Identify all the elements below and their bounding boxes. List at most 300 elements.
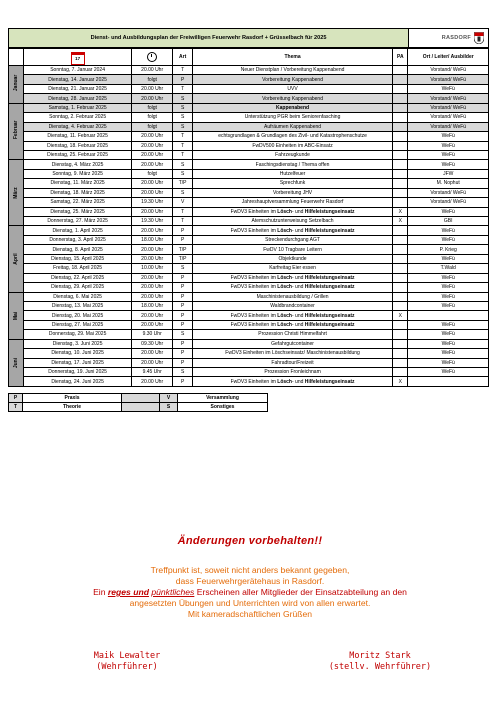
table-row [9, 113, 489, 122]
date-cell: Freitag, 18. April 2025 [24, 264, 132, 273]
legend-label: Praxis [23, 393, 122, 402]
thema-cell: FwDV3 Einheiten im Lösch- und Hilfeleistungseinsatz [192, 311, 392, 320]
art-header: Art [173, 49, 193, 66]
pa-cell: X [393, 377, 408, 386]
art-cell: T/P [173, 254, 193, 263]
date-cell: Samstag, 22. März 2025 [24, 198, 132, 207]
thema-cell: Prozession Fronleichnam [192, 368, 392, 377]
ort-cell: JFW [408, 169, 489, 178]
art-cell: P [173, 273, 193, 282]
thema-cell: Fahrzeugkunde [192, 150, 392, 159]
ort-cell: WeFü [408, 283, 489, 292]
pa-cell [393, 141, 408, 150]
art-cell: T/P [173, 179, 193, 188]
pa-cell [393, 103, 408, 112]
time-cell: 20.00 Uhr [131, 283, 172, 292]
signature-right [305, 651, 455, 673]
art-cell: P [173, 75, 193, 84]
table-row [9, 301, 489, 310]
date-cell: Dienstag, 22. April 2025 [24, 273, 132, 282]
table-row [9, 160, 489, 169]
month-name: Januar [13, 75, 20, 92]
art-cell: P [173, 301, 193, 310]
ort-cell: Vorstand/ WeFü [408, 188, 489, 197]
art-cell: P [173, 358, 193, 367]
ort-cell: WeFü [408, 339, 489, 348]
thema-cell: FwDV3 Einheiten im Lösch- und Hilfeleistungseinsatz [192, 273, 392, 282]
table-row [9, 235, 489, 244]
time-cell: folgt [131, 75, 172, 84]
ort-cell: WeFü [408, 330, 489, 339]
month-name: Mai [13, 311, 20, 320]
pa-cell [393, 198, 408, 207]
pa-cell [393, 254, 408, 263]
pa-cell [393, 150, 408, 159]
signature-name: Maik Lewalter [93, 651, 161, 661]
ort-cell: GBI [408, 217, 489, 226]
pa-cell [393, 160, 408, 169]
time-cell: 20.00 Uhr [131, 254, 172, 263]
art-cell: S [173, 103, 193, 112]
art-cell: P [173, 292, 193, 301]
art-cell: S [173, 188, 193, 197]
table-row [9, 320, 489, 329]
ort-cell: Vorstand/ WeFü [408, 198, 489, 207]
thema-cell: Vorbereitung Kappenabend [192, 94, 392, 103]
thema-cell: Waldbrandcontainer [192, 301, 392, 310]
table-row [9, 217, 489, 226]
table-row [9, 179, 489, 188]
art-cell: T [173, 132, 193, 141]
art-cell: T/P [173, 245, 193, 254]
table-row [9, 226, 489, 235]
date-cell: Dienstag, 24. Juni 2025 [24, 377, 132, 386]
ort-cell: Vorstand/ WeFü [408, 75, 489, 84]
art-cell: T [173, 207, 193, 216]
date-cell: Dienstag, 27. Mai 2025 [24, 320, 132, 329]
pa-cell [393, 368, 408, 377]
ort-cell [408, 311, 489, 320]
date-cell: Dienstag, 4. März 2025 [24, 160, 132, 169]
table-row [9, 103, 489, 112]
ort-cell: WeFü [408, 150, 489, 159]
date-cell: Dienstag, 21. Januar 2025 [24, 84, 132, 93]
thema-cell: FwDV500 Einheiten im ABC-Einsatz [192, 141, 392, 150]
schedule-sheet [8, 28, 489, 412]
art-cell: T [173, 66, 193, 75]
art-cell: S [173, 94, 193, 103]
date-cell: Donnerstag, 19. Juni 2025 [24, 368, 132, 377]
time-cell: 20.00 Uhr [131, 311, 172, 320]
signature-left [52, 651, 202, 673]
pa-cell: X [393, 207, 408, 216]
table-row [9, 349, 489, 358]
thema-cell: Faschingsdienstag / Thema offen [192, 160, 392, 169]
thema-cell: Sprechfunk [192, 179, 392, 188]
ort-cell: WeFü [408, 368, 489, 377]
thema-cell: FwDV3 Einheiten im Lösch- und Hilfeleistungseinsatz [192, 320, 392, 329]
time-header [131, 49, 172, 66]
time-cell: 10.00 Uhr [131, 264, 172, 273]
table-row [9, 358, 489, 367]
pa-cell [393, 349, 408, 358]
table-row [9, 273, 489, 282]
pa-cell [393, 169, 408, 178]
pa-header: PA [393, 49, 408, 66]
legend-code: T [9, 402, 23, 411]
notes-section [0, 535, 500, 620]
notes-emphasis: reges und [107, 587, 149, 597]
table-row [9, 245, 489, 254]
ort-cell: Vorstand/ WeFü [408, 122, 489, 131]
table-row [9, 169, 489, 178]
art-cell: P [173, 235, 193, 244]
ort-cell: WeFü [408, 292, 489, 301]
table-row [9, 188, 489, 197]
ort-cell: WeFü [408, 207, 489, 216]
legend-spacer [268, 393, 490, 402]
thema-cell: FwDV3 Einheiten im Lösch- und Hilfeleistungseinsatz [192, 207, 392, 216]
schedule-body [9, 66, 489, 387]
date-cell: Donnerstag, 27. März 2025 [24, 217, 132, 226]
table-row [9, 66, 489, 75]
month-label [9, 160, 24, 226]
thema-cell: Unterstützung PGR beim Seniorenfasching [192, 113, 392, 122]
art-cell: S [173, 368, 193, 377]
pa-cell [393, 245, 408, 254]
date-cell: Donnerstag, 3. April 2025 [24, 235, 132, 244]
pa-cell [393, 84, 408, 93]
art-cell: T [173, 150, 193, 159]
logo [408, 29, 488, 47]
pa-cell [393, 283, 408, 292]
table-row [9, 94, 489, 103]
time-cell: 9.30 Uhr [131, 330, 172, 339]
schedule-table [8, 48, 489, 387]
date-cell: Dienstag, 1. April 2025 [24, 226, 132, 235]
thema-cell: Streckendurchgang AGT [192, 235, 392, 244]
notes-line-attendance [0, 587, 500, 598]
ort-header: Ort / Leiter/ Ausbilder [408, 49, 489, 66]
art-cell: P [173, 349, 193, 358]
month-name: Juni [13, 357, 20, 368]
ort-cell: WeFü [408, 301, 489, 310]
date-cell: Dienstag, 20. Mai 2025 [24, 311, 132, 320]
page-title: Dienst- und Ausbildungsplan der Freiwilligen Feuerwehr Rasdorf + Grüsselbach für 2025 [90, 35, 327, 41]
month-name: April [13, 253, 20, 265]
pa-cell [393, 330, 408, 339]
time-cell: 20.00 Uhr [131, 141, 172, 150]
clock-icon [147, 52, 157, 62]
time-cell: 20.00 Uhr [131, 349, 172, 358]
ort-cell: WeFü [408, 235, 489, 244]
ort-cell: WeFü [408, 320, 489, 329]
pa-cell [393, 132, 408, 141]
time-cell: 20.00 Uhr [131, 292, 172, 301]
table-row [9, 132, 489, 141]
legend-label: Versammlung [178, 393, 268, 402]
notes-emphasis: pünktliches [151, 587, 195, 597]
time-cell: 20.00 Uhr [131, 132, 172, 141]
ort-cell: WeFü [408, 273, 489, 282]
art-cell: P [173, 226, 193, 235]
table-row [9, 264, 489, 273]
time-cell: 20.00 Uhr [131, 150, 172, 159]
time-cell: 09.30 Uhr [131, 339, 172, 348]
thema-cell: Vorbereitung JHV [192, 188, 392, 197]
pa-cell [393, 188, 408, 197]
legend-code: P [9, 393, 23, 402]
table-row [9, 75, 489, 84]
table-row [9, 377, 489, 386]
table-row [9, 198, 489, 207]
ort-cell: P. Krieg [408, 245, 489, 254]
month-name: Februar [13, 120, 20, 139]
art-cell: V [173, 198, 193, 207]
time-cell: folgt [131, 113, 172, 122]
time-cell: 18.00 Uhr [131, 235, 172, 244]
notes-line: Mit kameradschaftlichen Grüßen [187, 609, 313, 619]
date-cell: Donnerstag, 29. Mai 2025 [24, 330, 132, 339]
pa-cell [393, 235, 408, 244]
title-bar [8, 28, 489, 48]
thema-cell: Fahradtour/Freizeit [192, 358, 392, 367]
date-cell: Samstag, 1. Februar 2025 [24, 103, 132, 112]
art-cell: P [173, 283, 193, 292]
legend-spacer [268, 402, 490, 411]
date-cell: Dienstag, 10. Juni 2025 [24, 349, 132, 358]
date-cell: Sonntag, 9. März 2025 [24, 169, 132, 178]
table-row [9, 311, 489, 320]
thema-cell: Karfreitag Eier essen [192, 264, 392, 273]
ort-cell: WeFü [408, 349, 489, 358]
notes-text: Erscheinen aller Mitglieder der Einsatzabteilung an den [196, 587, 407, 597]
ort-cell: T.Wald [408, 264, 489, 273]
notes-line: Treffpunkt ist, soweit nicht anders bekannt gegeben, [150, 565, 350, 575]
art-cell: P [173, 320, 193, 329]
thema-cell: Hutzelfeuer [192, 169, 392, 178]
legend-gap [122, 402, 160, 411]
date-cell: Dienstag, 11. Februar 2025 [24, 132, 132, 141]
table-row [9, 283, 489, 292]
ort-cell: WeFü [408, 141, 489, 150]
thema-cell: FwDV 10 Tragbare Leitern [192, 245, 392, 254]
art-cell: T [173, 217, 193, 226]
date-cell: Sonntag, 2. Februar 2025 [24, 113, 132, 122]
legend-row [9, 393, 490, 402]
time-cell: 20.00 Uhr [131, 245, 172, 254]
table-row [9, 141, 489, 150]
art-cell: P [173, 339, 193, 348]
pa-cell: X [393, 217, 408, 226]
thema-cell: Objektkunde [192, 254, 392, 263]
time-cell: 20.00 Uhr [131, 207, 172, 216]
time-cell: 20.00 Uhr [131, 320, 172, 329]
thema-cell: Maschinistenausbildung / Grillen [192, 292, 392, 301]
date-cell: Dienstag, 8. April 2025 [24, 245, 132, 254]
time-cell: 19.30 Uhr [131, 198, 172, 207]
signature-role: (Wehrführer) [96, 662, 158, 672]
time-cell: 20.00 Uhr [131, 358, 172, 367]
thema-cell: FwDV3 Einheiten im Lösch- und Hilfeleistungseinsatz [192, 226, 392, 235]
thema-cell: Jahreshauptversammlung Feuerwehr Rasdorf [192, 198, 392, 207]
time-cell: folgt [131, 122, 172, 131]
thema-cell: FwDV3 Einheiten im Lösch- und Hilfeleistungseinsatz [192, 283, 392, 292]
time-cell: 20.00 Uhr [131, 94, 172, 103]
table-row [9, 330, 489, 339]
pa-cell [393, 226, 408, 235]
time-cell: folgt [131, 169, 172, 178]
thema-cell: Gefahrgutcontainer [192, 339, 392, 348]
calendar-icon: 17 [71, 52, 85, 65]
time-cell: 20.00 Uhr [131, 66, 172, 75]
changes-notice: Änderungen vorbehalten!! [177, 535, 323, 547]
date-header [24, 49, 132, 66]
ort-cell: WeFü [408, 254, 489, 263]
notes-line: dass Feuerwehrgerätehaus in Rasdorf. [175, 576, 325, 586]
ort-cell [408, 377, 489, 386]
month-label [9, 66, 24, 104]
time-cell: 20.00 Uhr [131, 179, 172, 188]
table-header [9, 49, 489, 66]
art-cell: S [173, 160, 193, 169]
signature-role: (stellv. Wehrführer) [328, 662, 432, 672]
pa-cell [393, 358, 408, 367]
date-cell: Dienstag, 6. Mai 2025 [24, 292, 132, 301]
ort-cell: Vorstand/ WeFü [408, 113, 489, 122]
legend-row [9, 402, 490, 411]
notes-text: Ein [93, 587, 106, 597]
date-cell: Dienstag, 11. März 2025 [24, 179, 132, 188]
art-cell: P [173, 377, 193, 386]
thema-cell: Prozession Christi Himmelfahrt [192, 330, 392, 339]
date-cell: Dienstag, 18. März 2025 [24, 188, 132, 197]
signature-name: Moritz Stark [349, 651, 411, 661]
time-cell: folgt [131, 103, 172, 112]
pa-cell [393, 292, 408, 301]
ort-cell: Vorstand/ WeFü [408, 94, 489, 103]
thema-cell: Aufräumen Kappenabend [192, 122, 392, 131]
ort-cell: WeFü [408, 160, 489, 169]
date-cell: Dienstag, 14. Januar 2025 [24, 75, 132, 84]
thema-cell: UVV [192, 84, 392, 93]
time-cell: 18.00 Uhr [131, 301, 172, 310]
table-row [9, 254, 489, 263]
thema-cell: FwDV3 Einheiten im Löschseinsatz/ Maschinistenausbildung [192, 349, 392, 358]
legend-label: Sonstiges [178, 402, 268, 411]
pa-cell [393, 301, 408, 310]
art-cell: S [173, 169, 193, 178]
month-label [9, 103, 24, 160]
date-cell: Dienstag, 25. Februar 2025 [24, 150, 132, 159]
month-label [9, 339, 24, 386]
time-cell: 20.00 Uhr [131, 226, 172, 235]
pa-cell [393, 113, 408, 122]
date-cell: Dienstag, 3. Juni 2025 [24, 339, 132, 348]
table-row [9, 292, 489, 301]
art-cell: T [173, 84, 193, 93]
date-cell: Dienstag, 13. Mai 2025 [24, 301, 132, 310]
art-cell: S [173, 122, 193, 131]
date-cell: Sonntag, 7. Januar 2024 [24, 66, 132, 75]
month-label [9, 292, 24, 339]
table-row [9, 339, 489, 348]
thema-cell: Vorbereitung Kappenabend [192, 75, 392, 84]
date-cell: Dienstag, 4. Februar 2025 [24, 122, 132, 131]
ort-cell: Vorstand/ WeFü [408, 103, 489, 112]
pa-cell [393, 66, 408, 75]
pa-cell [393, 339, 408, 348]
table-row [9, 368, 489, 377]
ort-cell: Vorstand/ WeFü [408, 66, 489, 75]
pa-cell [393, 273, 408, 282]
thema-cell: Atemschutzunterweisung Setzelbach [192, 217, 392, 226]
thema-cell: Kappenabend [192, 103, 392, 112]
date-cell: Dienstag, 17. Juni 2025 [24, 358, 132, 367]
table-row [9, 207, 489, 216]
logo-text: RASDORF [441, 35, 471, 41]
month-header [9, 49, 24, 66]
time-cell: 20.00 Uhr [131, 188, 172, 197]
thema-header: Thema [192, 49, 392, 66]
legend-gap [122, 393, 160, 402]
thema-cell: FwDV3 Einheiten im Lösch- und Hilfeleistungseinsatz [192, 377, 392, 386]
art-cell: S [173, 264, 193, 273]
thema-cell: echtsgrundlagen & Grundlagen des Zivil- und Katastrophenschutze [192, 132, 392, 141]
pa-cell [393, 179, 408, 188]
legend-label: Theorie [23, 402, 122, 411]
ort-cell: WeFü [408, 358, 489, 367]
legend-code: S [160, 402, 178, 411]
legend-code: V [160, 393, 178, 402]
pa-cell: X [393, 311, 408, 320]
art-cell: T [173, 141, 193, 150]
ort-cell: M. Nophut [408, 179, 489, 188]
date-cell: Dienstag, 18. Februar 2025 [24, 141, 132, 150]
date-cell: Dienstag, 29. April 2025 [24, 283, 132, 292]
legend-table [8, 393, 490, 412]
ort-cell: WeFü [408, 84, 489, 93]
coat-of-arms-icon [474, 32, 484, 44]
time-cell: 20.00 Uhr [131, 160, 172, 169]
notes-line: angesetzten Übungen und Unterrichten wird von allen erwartet. [129, 598, 371, 608]
month-label [9, 226, 24, 292]
ort-cell: WeFü [408, 132, 489, 141]
art-cell: P [173, 311, 193, 320]
table-row [9, 84, 489, 93]
art-cell: S [173, 113, 193, 122]
pa-cell [393, 320, 408, 329]
time-cell: 19.30 Uhr [131, 217, 172, 226]
ort-cell: WeFü [408, 226, 489, 235]
art-cell: S [173, 330, 193, 339]
pa-cell [393, 94, 408, 103]
table-row [9, 150, 489, 159]
pa-cell [393, 75, 408, 84]
month-name: März [13, 187, 20, 199]
date-cell: Dienstag, 28. Januar 2025 [24, 94, 132, 103]
date-cell: Dienstag, 15. April 2025 [24, 254, 132, 263]
thema-cell: Neuer Dienstplan / Vorbereitung Kappenabend [192, 66, 392, 75]
time-cell: 20.00 Uhr [131, 84, 172, 93]
date-cell: Dienstag, 25. März 2025 [24, 207, 132, 216]
time-cell: 9.45 Uhr [131, 368, 172, 377]
pa-cell [393, 122, 408, 131]
table-row [9, 122, 489, 131]
time-cell: 20.00 Uhr [131, 273, 172, 282]
pa-cell [393, 264, 408, 273]
time-cell: 20.00 Uhr [131, 377, 172, 386]
